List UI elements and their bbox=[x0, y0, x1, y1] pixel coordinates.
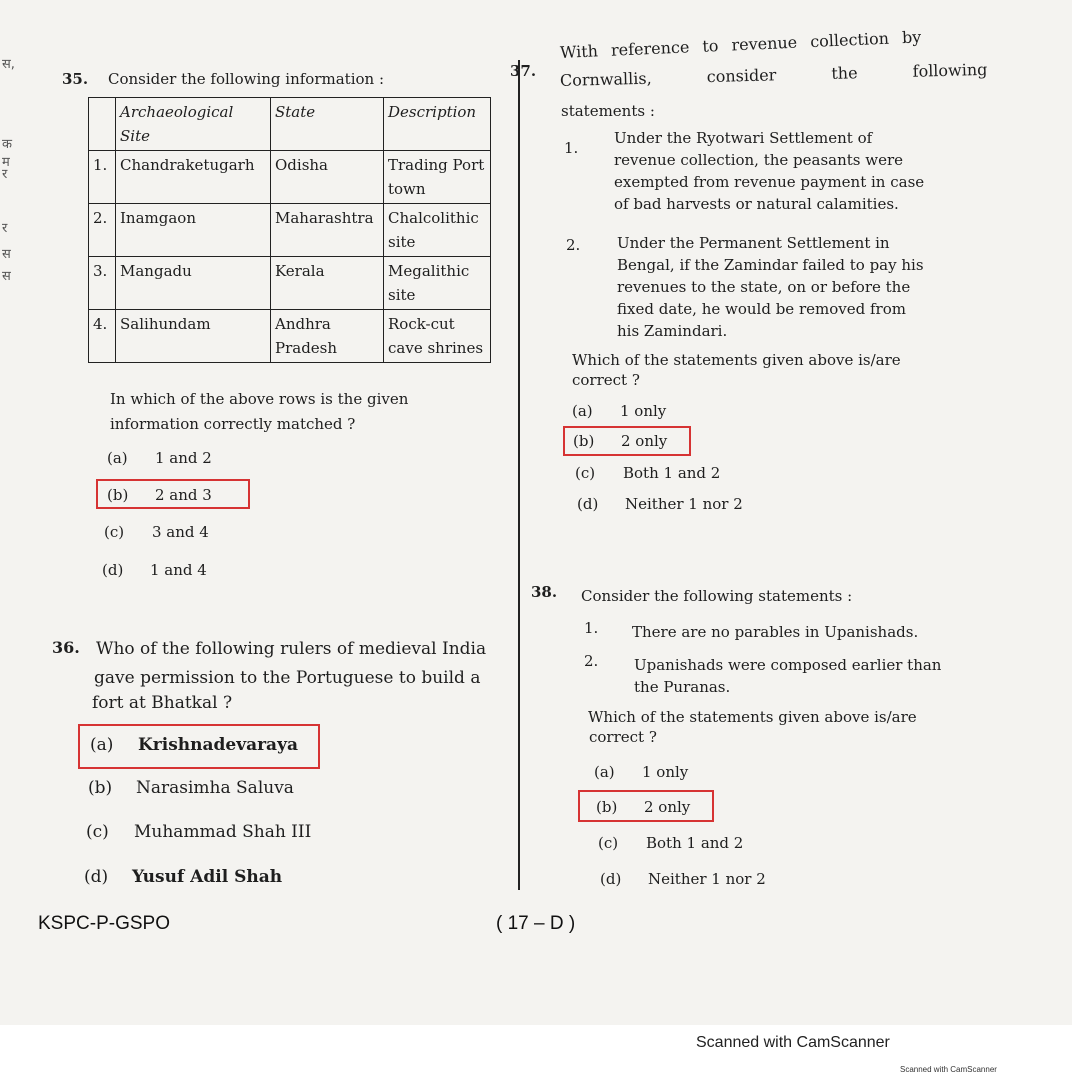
option-text: 1 and 2 bbox=[155, 449, 212, 467]
q36-line2: gave permission to the Portuguese to build a bbox=[94, 668, 481, 688]
q38-statement-1-num: 1. bbox=[584, 619, 599, 637]
table-row bbox=[89, 204, 491, 257]
option-text: Yusuf Adil Shah bbox=[132, 867, 283, 887]
row-desc: Trading Port town bbox=[384, 151, 491, 204]
row-site: Mangadu bbox=[116, 257, 271, 310]
option-label: (a) bbox=[90, 735, 114, 755]
row-num: 2. bbox=[89, 204, 116, 257]
q38-statement-2 bbox=[634, 654, 941, 698]
option-label: (b) bbox=[107, 486, 129, 504]
q37-line1: With reference to revenue collection by bbox=[559, 27, 922, 62]
option-text: 2 only bbox=[621, 432, 668, 450]
q36-option-a[interactable] bbox=[90, 735, 298, 755]
q38-number: 38. bbox=[531, 583, 558, 601]
q35-number: 35. bbox=[62, 70, 89, 88]
row-num: 1. bbox=[89, 151, 116, 204]
option-label: (a) bbox=[107, 449, 128, 467]
row-site: Chandraketugarh bbox=[116, 151, 271, 204]
option-text: 1 only bbox=[620, 402, 667, 420]
row-site: Inamgaon bbox=[116, 204, 271, 257]
q37-statement-1 bbox=[614, 127, 924, 215]
q35-option-c[interactable] bbox=[104, 523, 209, 541]
row-state: Odisha bbox=[271, 151, 384, 204]
margin-mark: स bbox=[2, 269, 11, 284]
statement-line: the Puranas. bbox=[634, 678, 731, 696]
q35-option-d[interactable] bbox=[102, 561, 207, 579]
option-text: 1 and 4 bbox=[150, 561, 207, 579]
option-label: (b) bbox=[596, 798, 618, 816]
q37-option-a[interactable] bbox=[572, 402, 666, 420]
row-desc: Megalithic site bbox=[384, 257, 491, 310]
scanner-watermark-small: Scanned with CamScanner bbox=[900, 1065, 997, 1074]
option-label: (c) bbox=[86, 822, 109, 842]
statement-line: Under the Ryotwari Settlement of bbox=[614, 129, 873, 147]
table-header-desc: Description bbox=[384, 98, 491, 151]
table-row bbox=[89, 257, 491, 310]
option-text: Neither 1 nor 2 bbox=[648, 870, 766, 888]
row-desc: Rock-cut cave shrines bbox=[384, 310, 491, 363]
q35-option-b[interactable] bbox=[107, 486, 212, 504]
q35-prompt: Consider the following information : bbox=[108, 70, 385, 88]
q37-line3: statements : bbox=[561, 102, 655, 120]
option-label: (d) bbox=[577, 495, 599, 513]
statement-line: of bad harvests or natural calamities. bbox=[614, 195, 899, 213]
option-label: (a) bbox=[572, 402, 593, 420]
option-label: (d) bbox=[102, 561, 124, 579]
statement-line: exempted from revenue payment in case bbox=[614, 173, 925, 191]
archaeology-table bbox=[88, 97, 491, 363]
q36-line1: Who of the following rulers of medieval India bbox=[96, 639, 487, 659]
q36-line3: fort at Bhatkal ? bbox=[92, 693, 233, 713]
q37-ask-line1: Which of the statements given above is/are bbox=[572, 351, 901, 369]
q37-statement-1-num: 1. bbox=[564, 139, 579, 157]
q38-statement-2-num: 2. bbox=[584, 652, 599, 670]
paper-code: KSPC-P-GSPO bbox=[38, 913, 170, 934]
statement-line: Bengal, if the Zamindar failed to pay his bbox=[617, 256, 924, 274]
statement-line: revenue collection, the peasants were bbox=[614, 151, 904, 169]
option-label: (b) bbox=[573, 432, 595, 450]
q36-option-d[interactable] bbox=[84, 867, 282, 887]
q38-statement-1: There are no parables in Upanishads. bbox=[632, 623, 919, 641]
option-text: Krishnadevaraya bbox=[138, 735, 298, 755]
q38-ask-line2: correct ? bbox=[589, 728, 657, 746]
table-row bbox=[89, 151, 491, 204]
q38-option-b[interactable] bbox=[596, 798, 690, 816]
q35-question-line2: information correctly matched ? bbox=[110, 415, 356, 433]
q38-option-a[interactable] bbox=[594, 763, 688, 781]
scanner-watermark: Scanned with CamScanner bbox=[696, 1034, 890, 1051]
option-label: (c) bbox=[104, 523, 125, 541]
q37-number: 37. bbox=[510, 62, 537, 80]
statement-line: fixed date, he would be removed from bbox=[617, 300, 906, 318]
q35-option-a[interactable] bbox=[107, 449, 212, 467]
option-label: (d) bbox=[84, 867, 109, 887]
statement-line: his Zamindari. bbox=[617, 322, 728, 340]
q37-ask-line2: correct ? bbox=[572, 371, 640, 389]
column-divider bbox=[518, 60, 520, 890]
q37-option-c[interactable] bbox=[575, 464, 720, 482]
row-state: Kerala bbox=[271, 257, 384, 310]
q36-option-c[interactable] bbox=[86, 822, 311, 842]
option-text: Both 1 and 2 bbox=[646, 834, 744, 852]
option-text: 2 and 3 bbox=[155, 486, 212, 504]
row-state: Andhra Pradesh bbox=[271, 310, 384, 363]
margin-mark: स bbox=[2, 247, 11, 262]
q38-ask-line1: Which of the statements given above is/are bbox=[588, 708, 917, 726]
row-desc: Chalcolithic site bbox=[384, 204, 491, 257]
row-num: 3. bbox=[89, 257, 116, 310]
q37-line2: Cornwallis, consider the following bbox=[559, 59, 988, 90]
q37-option-b[interactable] bbox=[573, 432, 667, 450]
statement-line: Under the Permanent Settlement in bbox=[617, 234, 890, 252]
table-header-site: Archaeological Site bbox=[116, 98, 271, 151]
table-header-row bbox=[89, 98, 491, 151]
margin-mark: क म bbox=[2, 137, 12, 170]
q37-option-d[interactable] bbox=[577, 495, 743, 513]
option-label: (a) bbox=[594, 763, 615, 781]
option-text: Neither 1 nor 2 bbox=[625, 495, 743, 513]
q38-option-d[interactable] bbox=[600, 870, 766, 888]
table-header-num bbox=[89, 98, 116, 151]
option-text: 1 only bbox=[642, 763, 689, 781]
margin-mark: र bbox=[2, 221, 8, 236]
q38-option-c[interactable] bbox=[598, 834, 743, 852]
option-text: Both 1 and 2 bbox=[623, 464, 721, 482]
q35-question-line1: In which of the above rows is the given bbox=[110, 390, 409, 408]
statement-line: Upanishads were composed earlier than bbox=[634, 656, 942, 674]
option-text: Narasimha Saluva bbox=[136, 778, 294, 798]
row-num: 4. bbox=[89, 310, 116, 363]
option-label: (d) bbox=[600, 870, 622, 888]
q37-statement-2 bbox=[617, 232, 924, 342]
option-label: (c) bbox=[575, 464, 596, 482]
q38-prompt: Consider the following statements : bbox=[581, 587, 853, 605]
page-number: ( 17 – D ) bbox=[496, 913, 576, 934]
q37-statement-2-num: 2. bbox=[566, 236, 581, 254]
q36-option-b[interactable] bbox=[88, 778, 294, 798]
table-row bbox=[89, 310, 491, 363]
option-text: Muhammad Shah III bbox=[134, 822, 312, 842]
option-label: (b) bbox=[88, 778, 113, 798]
q36-number: 36. bbox=[52, 638, 80, 657]
margin-mark: र bbox=[2, 167, 8, 182]
statement-line: revenues to the state, on or before the bbox=[617, 278, 911, 296]
option-text: 2 only bbox=[644, 798, 691, 816]
option-label: (c) bbox=[598, 834, 619, 852]
option-text: 3 and 4 bbox=[152, 523, 209, 541]
row-site: Salihundam bbox=[116, 310, 271, 363]
table-header-state: State bbox=[271, 98, 384, 151]
row-state: Maharashtra bbox=[271, 204, 384, 257]
margin-mark: स, bbox=[2, 57, 15, 72]
